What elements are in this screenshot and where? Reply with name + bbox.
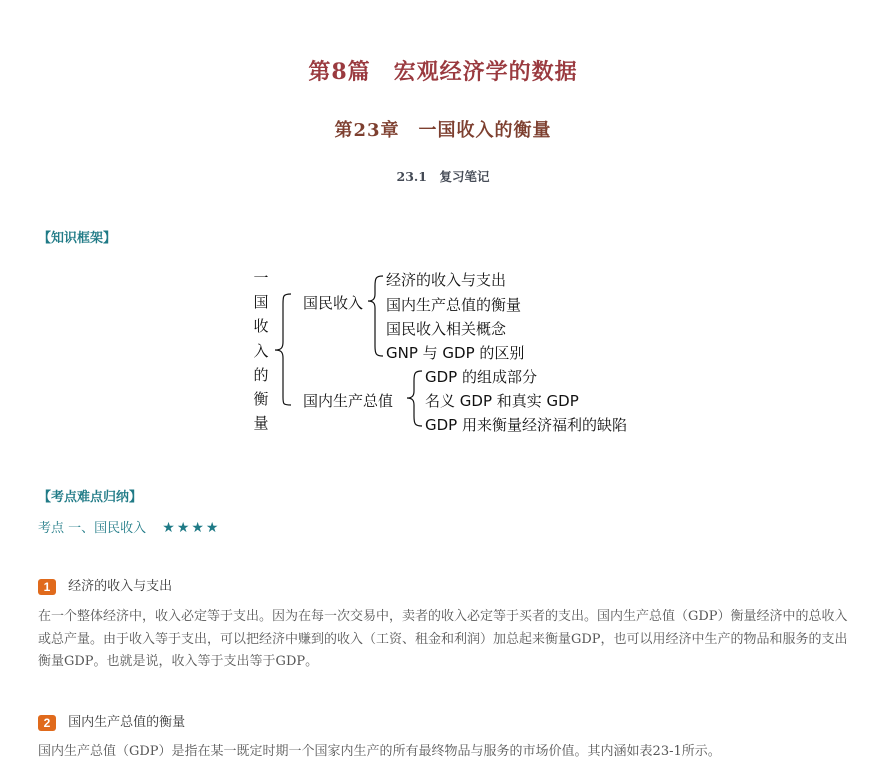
- root-char: 国: [253, 293, 269, 312]
- root-char: 一: [253, 269, 269, 287]
- leaf-node: GNP 与 GDP 的区别: [386, 344, 525, 362]
- part-title: 第8篇 宏观经济学的数据: [308, 59, 578, 85]
- leaf-node: 经济的收入与支出: [386, 271, 507, 289]
- root-char: 入: [253, 341, 269, 360]
- branch-national-income: 国民收入: [303, 294, 364, 312]
- branch-gdp: 国内生产总值: [303, 392, 394, 410]
- subsection-heading: [38, 711, 185, 731]
- number-badge: 2: [38, 715, 56, 731]
- root-brace: [275, 294, 291, 405]
- key-point-title: 考点 一、国民收入: [38, 521, 147, 536]
- section-title: 23.1 复习笔记: [396, 169, 490, 184]
- subsection-title: 国内生产总值的衡量: [68, 715, 186, 730]
- branch2-brace: [407, 371, 422, 426]
- root-char: 的: [253, 365, 269, 384]
- subsection-title: 经济的收入与支出: [68, 579, 173, 594]
- subsection-heading: [38, 575, 172, 595]
- leaf-node: GDP 的组成部分: [425, 368, 537, 386]
- leaf-node: GDP 用来衡量经济福利的缺陷: [425, 416, 627, 434]
- knowledge-framework-label: 【知识框架】: [38, 231, 117, 246]
- leaf-node: 名义 GDP 和真实 GDP: [425, 392, 579, 410]
- paragraph: 国内生产总值（GDP）是指在某一既定时期一个国家内生产的所有最终物品与服务的市场价值。其内涵如表23-1所示。: [38, 744, 721, 759]
- root-char: 量: [253, 414, 269, 433]
- key-point-heading: [38, 517, 220, 536]
- root-char: 收: [253, 317, 269, 336]
- chapter-title: 第23章 一国收入的衡量: [334, 120, 552, 141]
- leaf-node: 国内生产总值的衡量: [386, 296, 522, 314]
- leaf-node: 国民收入相关概念: [386, 320, 507, 338]
- importance-stars: ★★★★: [162, 520, 221, 536]
- root-char: 衡: [253, 390, 269, 409]
- number-badge: 1: [38, 579, 56, 595]
- paragraph: 在一个整体经济中，收入必定等于支出。因为在每一次交易中，卖者的收入必定等于买者的支出。国内生产总值（GDP）衡量经济中的总收入或总产量。由于收入等于支出，可以把经济中赚到的收入（工资、租金和利润）加总起来衡量GDP，也可以用经济中生产的物品和服务的支出衡量GDP。也就是说，收入等于支出等于GDP。: [38, 609, 848, 669]
- key-points-label: 【考点难点归纳】: [38, 490, 143, 505]
- branch1-brace: [368, 276, 383, 356]
